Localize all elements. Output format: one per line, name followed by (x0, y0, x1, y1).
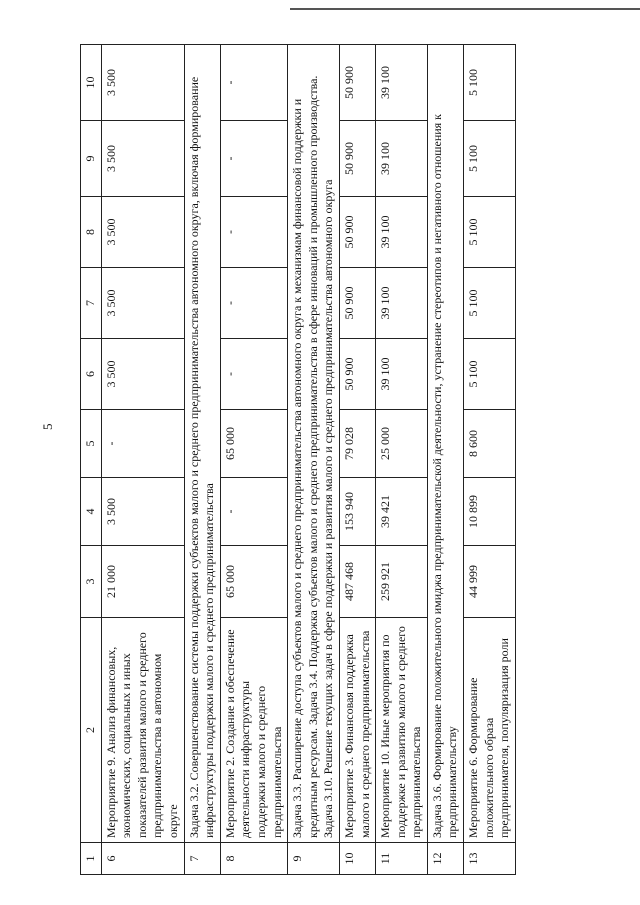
value-cell: - (220, 121, 287, 197)
activity-name: Мероприятие 10. Иные мероприятия по поддержке и развитию малого и среднего предпринимательства (376, 618, 428, 843)
value-cell: 50 900 (339, 121, 375, 197)
page-number: 5 (40, 423, 55, 430)
value-cell: 39 100 (376, 121, 428, 197)
row-number: 13 (464, 843, 516, 875)
column-header: 8 (81, 197, 102, 268)
rotated-page (80, 45, 516, 875)
column-header: 2 (81, 618, 102, 843)
column-header: 6 (81, 339, 102, 410)
value-cell: - (101, 410, 184, 478)
value-cell: 39 100 (376, 268, 428, 339)
value-cell: - (220, 339, 287, 410)
value-cell: 39 100 (376, 197, 428, 268)
table-row (339, 45, 375, 875)
value-cell: 50 900 (339, 45, 375, 121)
value-cell: 50 900 (339, 339, 375, 410)
value-cell: 5 100 (464, 45, 516, 121)
value-cell: 487 468 (339, 546, 375, 618)
value-cell: 5 100 (464, 121, 516, 197)
value-cell: 5 100 (464, 268, 516, 339)
value-cell: 8 600 (464, 410, 516, 478)
table-row (220, 45, 287, 875)
value-cell: 259 921 (376, 546, 428, 618)
row-number: 7 (184, 843, 220, 875)
value-cell: - (220, 45, 287, 121)
value-cell: 3 500 (101, 197, 184, 268)
value-cell: 39 421 (376, 478, 428, 546)
table-body (101, 45, 515, 875)
value-cell: 5 100 (464, 339, 516, 410)
value-cell: - (220, 197, 287, 268)
value-cell: 5 100 (464, 197, 516, 268)
top-rule (290, 8, 640, 10)
row-number: 12 (427, 843, 463, 875)
row-number: 10 (339, 843, 375, 875)
activity-name: Мероприятие 9. Анализ финансовых, экономических, социальных и иных показателей развития малого и среднего предпринимательства в автономном округе (101, 618, 184, 843)
value-cell: 25 000 (376, 410, 428, 478)
value-cell: 79 028 (339, 410, 375, 478)
value-cell: 50 900 (339, 268, 375, 339)
task-text: Задача 3.6. Формирование положительного имиджа предпринимательской деятельности, устранение стереотипов и негативного отношения к предпринимательству (427, 45, 463, 843)
table-row (464, 45, 516, 875)
value-cell: 153 940 (339, 478, 375, 546)
activity-name: Мероприятие 2. Создание и обеспечение деятельности инфраструктуры поддержки малого и среднего предпринимательства (220, 618, 287, 843)
header-row (81, 45, 102, 875)
value-cell: 3 500 (101, 121, 184, 197)
activity-name: Мероприятие 3. Финансовая поддержка малого и среднего предпринимательства (339, 618, 375, 843)
task-text: Задача 3.3. Расширение доступа субъектов малого и среднего предпринимательства автономного округа к механизмам финансовой поддержки и кредитным ресурсам. Задача 3.4. Поддержка субъектов малого и среднего предпринимательства в сфере инноваций и промышленного производства. Задача 3.10. Решение текущих задач в сфере поддержки и развития малого и среднего предпринимательства автономного округа (288, 45, 340, 843)
task-text: Задача 3.2. Совершенствование системы поддержки субъектов малого и среднего предпринимательства автономного округа, включая формирование инфраструктуры поддержки малого и среднего предпринимательства (184, 45, 220, 843)
table-row (376, 45, 428, 875)
value-cell: - (220, 478, 287, 546)
column-header: 10 (81, 45, 102, 121)
value-cell: 3 500 (101, 339, 184, 410)
task-row (288, 45, 340, 875)
value-cell: 3 500 (101, 268, 184, 339)
value-cell: 44 999 (464, 546, 516, 618)
row-number: 6 (101, 843, 184, 875)
value-cell: 3 500 (101, 45, 184, 121)
value-cell: 65 000 (220, 546, 287, 618)
table-row (101, 45, 184, 875)
task-row (427, 45, 463, 875)
value-cell: 39 100 (376, 45, 428, 121)
value-cell: 10 899 (464, 478, 516, 546)
column-header: 1 (81, 843, 102, 875)
program-table (80, 44, 516, 875)
column-header: 3 (81, 546, 102, 618)
column-header: 5 (81, 410, 102, 478)
column-header: 7 (81, 268, 102, 339)
row-number: 8 (220, 843, 287, 875)
activity-name: Мероприятие 6. Формирование положительного образа предпринимателя, популяризация роли (464, 618, 516, 843)
value-cell: 50 900 (339, 197, 375, 268)
column-header: 4 (81, 478, 102, 546)
task-row (184, 45, 220, 875)
value-cell: - (220, 268, 287, 339)
column-header: 9 (81, 121, 102, 197)
value-cell: 65 000 (220, 410, 287, 478)
value-cell: 39 100 (376, 339, 428, 410)
value-cell: 21 000 (101, 546, 184, 618)
row-number: 11 (376, 843, 428, 875)
value-cell: 3 500 (101, 478, 184, 546)
row-number: 9 (288, 843, 340, 875)
